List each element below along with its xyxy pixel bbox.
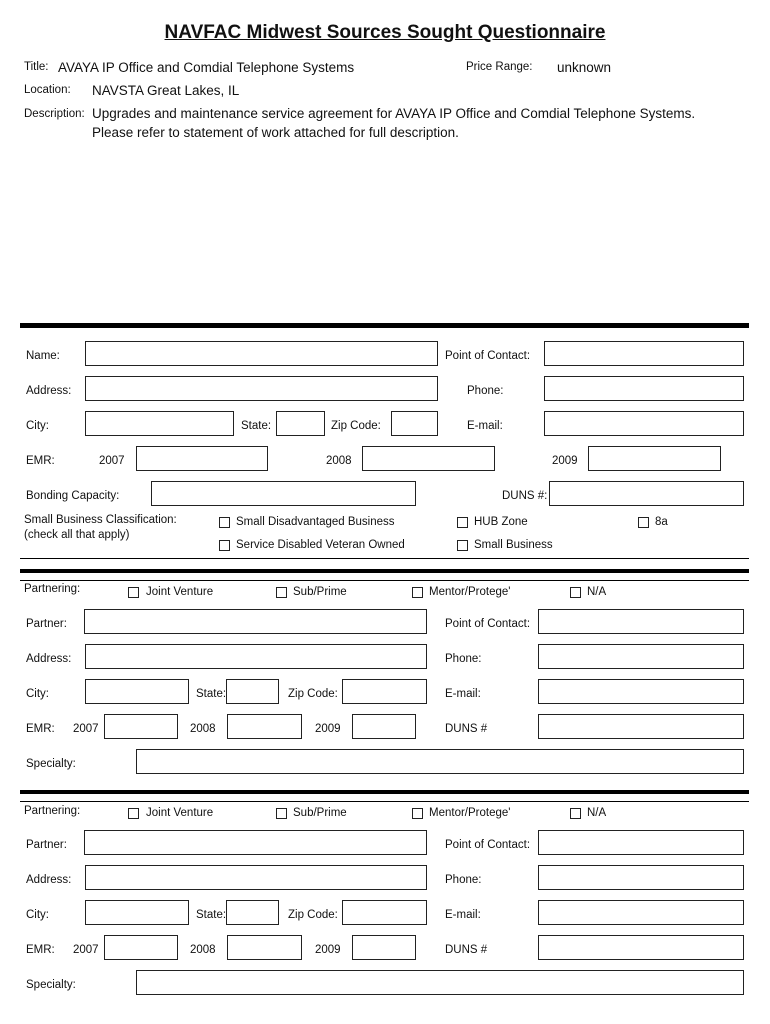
partner-email-label: E-mail: (445, 909, 481, 921)
partner-email-label: E-mail: (445, 688, 481, 700)
emr-label: EMR: (26, 455, 55, 467)
phone-field[interactable] (544, 376, 744, 401)
emr-2008-field[interactable] (362, 446, 495, 471)
partner-state-label: State: (196, 688, 227, 700)
partner-specialty-label: Specialty: (26, 758, 76, 770)
zip-label: Zip Code: (331, 420, 381, 432)
emr-year-2007: 2007 (99, 455, 125, 467)
bonding-label: Bonding Capacity: (26, 490, 120, 502)
na-label: N/A (587, 586, 607, 598)
partner-zip-field[interactable] (342, 679, 427, 704)
price-range-value: unknown (557, 60, 612, 75)
section-divider-thick (20, 790, 749, 794)
partner-city-label: City: (26, 688, 49, 700)
description-line-1: Upgrades and maintenance service agreement for AVAYA IP Office and Comdial Telephone Systems. (92, 106, 696, 121)
sdb-label: Small Disadvantaged Business (236, 516, 395, 528)
partner-label: Partner: (26, 839, 67, 851)
description-line-2: Please refer to statement of work attached for full description. (92, 125, 459, 140)
sdvo-checkbox[interactable] (219, 540, 230, 551)
partner-duns-label: DUNS # (445, 944, 488, 956)
partner-emr-2009-field[interactable] (352, 714, 416, 739)
duns-label: DUNS #: (502, 490, 548, 502)
poc-label: Point of Contact: (445, 350, 531, 362)
email-field[interactable] (544, 411, 744, 436)
price-range-label: Price Range: (466, 61, 533, 73)
partner-emr-2007-field[interactable] (104, 714, 178, 739)
partner-duns-label: DUNS # (445, 723, 488, 735)
small-business-checkbox[interactable] (457, 540, 468, 551)
na-label: N/A (587, 807, 607, 819)
partner-emr-label: EMR: (26, 944, 55, 956)
partner-emr-label: EMR: (26, 723, 55, 735)
partner-emr-2007-field[interactable] (104, 935, 178, 960)
phone-label: Phone: (467, 385, 504, 397)
partner-field[interactable] (84, 609, 427, 634)
emr-year-2009: 2009 (552, 455, 578, 467)
partner-address-label: Address: (26, 874, 72, 886)
sbc-label-line1: Small Business Classification: (24, 514, 177, 526)
partner-address-field[interactable] (85, 644, 427, 669)
partner-city-field[interactable] (85, 900, 189, 925)
partner-phone-field[interactable] (538, 865, 744, 890)
partner-emr-year-2007: 2007 (73, 723, 99, 735)
partner-city-label: City: (26, 909, 49, 921)
joint-venture-label: Joint Venture (146, 586, 214, 598)
sdb-checkbox[interactable] (219, 517, 230, 528)
partner-emr-2009-field[interactable] (352, 935, 416, 960)
description-label: Description: (24, 108, 85, 120)
mentor-protege-label: Mentor/Protege' (429, 586, 511, 598)
partnering-label: Partnering: (24, 583, 81, 595)
city-label: City: (26, 420, 49, 432)
partner-specialty-field[interactable] (136, 749, 744, 774)
partner-poc-label: Point of Contact: (445, 839, 531, 851)
emr-2009-field[interactable] (588, 446, 721, 471)
partner-zip-label: Zip Code: (288, 688, 338, 700)
mentor-protege-checkbox[interactable] (412, 808, 423, 819)
sdvo-label: Service Disabled Veteran Owned (236, 539, 405, 551)
section-divider-thick (20, 569, 749, 573)
title-label: Title: (24, 61, 49, 73)
partner-city-field[interactable] (85, 679, 189, 704)
partner-emr-2008-field[interactable] (227, 714, 302, 739)
sub-prime-label: Sub/Prime (293, 586, 347, 598)
na-checkbox[interactable] (570, 587, 581, 598)
partner-poc-label: Point of Contact: (445, 618, 531, 630)
mentor-protege-checkbox[interactable] (412, 587, 423, 598)
poc-field[interactable] (544, 341, 744, 366)
partner-state-label: State: (196, 909, 227, 921)
city-field[interactable] (85, 411, 234, 436)
partner-state-field[interactable] (226, 679, 279, 704)
joint-venture-checkbox[interactable] (128, 808, 139, 819)
partner-phone-field[interactable] (538, 644, 744, 669)
small-business-label: Small Business (474, 539, 553, 551)
title-value: AVAYA IP Office and Comdial Telephone Systems (58, 60, 355, 75)
divider-thin (20, 558, 749, 559)
state-field[interactable] (276, 411, 325, 436)
location-label: Location: (24, 84, 71, 96)
sbc-label-line2: (check all that apply) (24, 529, 130, 541)
name-label: Name: (26, 350, 60, 362)
joint-venture-label: Joint Venture (146, 807, 214, 819)
partner-field[interactable] (84, 830, 427, 855)
partner-specialty-field[interactable] (136, 970, 744, 995)
duns-field[interactable] (549, 481, 744, 506)
partner-address-field[interactable] (85, 865, 427, 890)
emr-2007-field[interactable] (136, 446, 268, 471)
divider-thin (20, 801, 749, 802)
partner-emr-year-2007: 2007 (73, 944, 99, 956)
partner-emr-year-2009: 2009 (315, 944, 341, 956)
partner-emr-year-2008: 2008 (190, 723, 216, 735)
joint-venture-checkbox[interactable] (128, 587, 139, 598)
partnering-label: Partnering: (24, 805, 81, 817)
bonding-field[interactable] (151, 481, 416, 506)
partner-phone-label: Phone: (445, 874, 482, 886)
address-field[interactable] (85, 376, 438, 401)
8a-label: 8a (655, 516, 668, 528)
na-checkbox[interactable] (570, 808, 581, 819)
address-label: Address: (26, 385, 72, 397)
partner-specialty-label: Specialty: (26, 979, 76, 991)
partner-state-field[interactable] (226, 900, 279, 925)
partner-poc-field[interactable] (538, 609, 744, 634)
emr-year-2008: 2008 (326, 455, 352, 467)
partner-emr-year-2008: 2008 (190, 944, 216, 956)
divider-thin (20, 580, 749, 581)
mentor-protege-label: Mentor/Protege' (429, 807, 511, 819)
partner-zip-label: Zip Code: (288, 909, 338, 921)
8a-checkbox[interactable] (638, 517, 649, 528)
name-field[interactable] (85, 341, 438, 366)
email-label: E-mail: (467, 420, 503, 432)
partner-email-field[interactable] (538, 679, 744, 704)
partner-duns-field[interactable] (538, 714, 744, 739)
partner-label: Partner: (26, 618, 67, 630)
sub-prime-label: Sub/Prime (293, 807, 347, 819)
hub-zone-label: HUB Zone (474, 516, 528, 528)
partner-emr-2008-field[interactable] (227, 935, 302, 960)
hub-zone-checkbox[interactable] (457, 517, 468, 528)
partner-phone-label: Phone: (445, 653, 482, 665)
location-value: NAVSTA Great Lakes, IL (92, 83, 240, 98)
state-label: State: (241, 420, 272, 432)
partner-emr-year-2009: 2009 (315, 723, 341, 735)
zip-field[interactable] (391, 411, 438, 436)
partner-zip-field[interactable] (342, 900, 427, 925)
partner-address-label: Address: (26, 653, 72, 665)
sub-prime-checkbox[interactable] (276, 587, 287, 598)
partner-poc-field[interactable] (538, 830, 744, 855)
partner-email-field[interactable] (538, 900, 744, 925)
sub-prime-checkbox[interactable] (276, 808, 287, 819)
section-divider-thick (20, 323, 749, 328)
partner-duns-field[interactable] (538, 935, 744, 960)
page-title: NAVFAC Midwest Sources Sought Questionnaire (164, 22, 606, 43)
